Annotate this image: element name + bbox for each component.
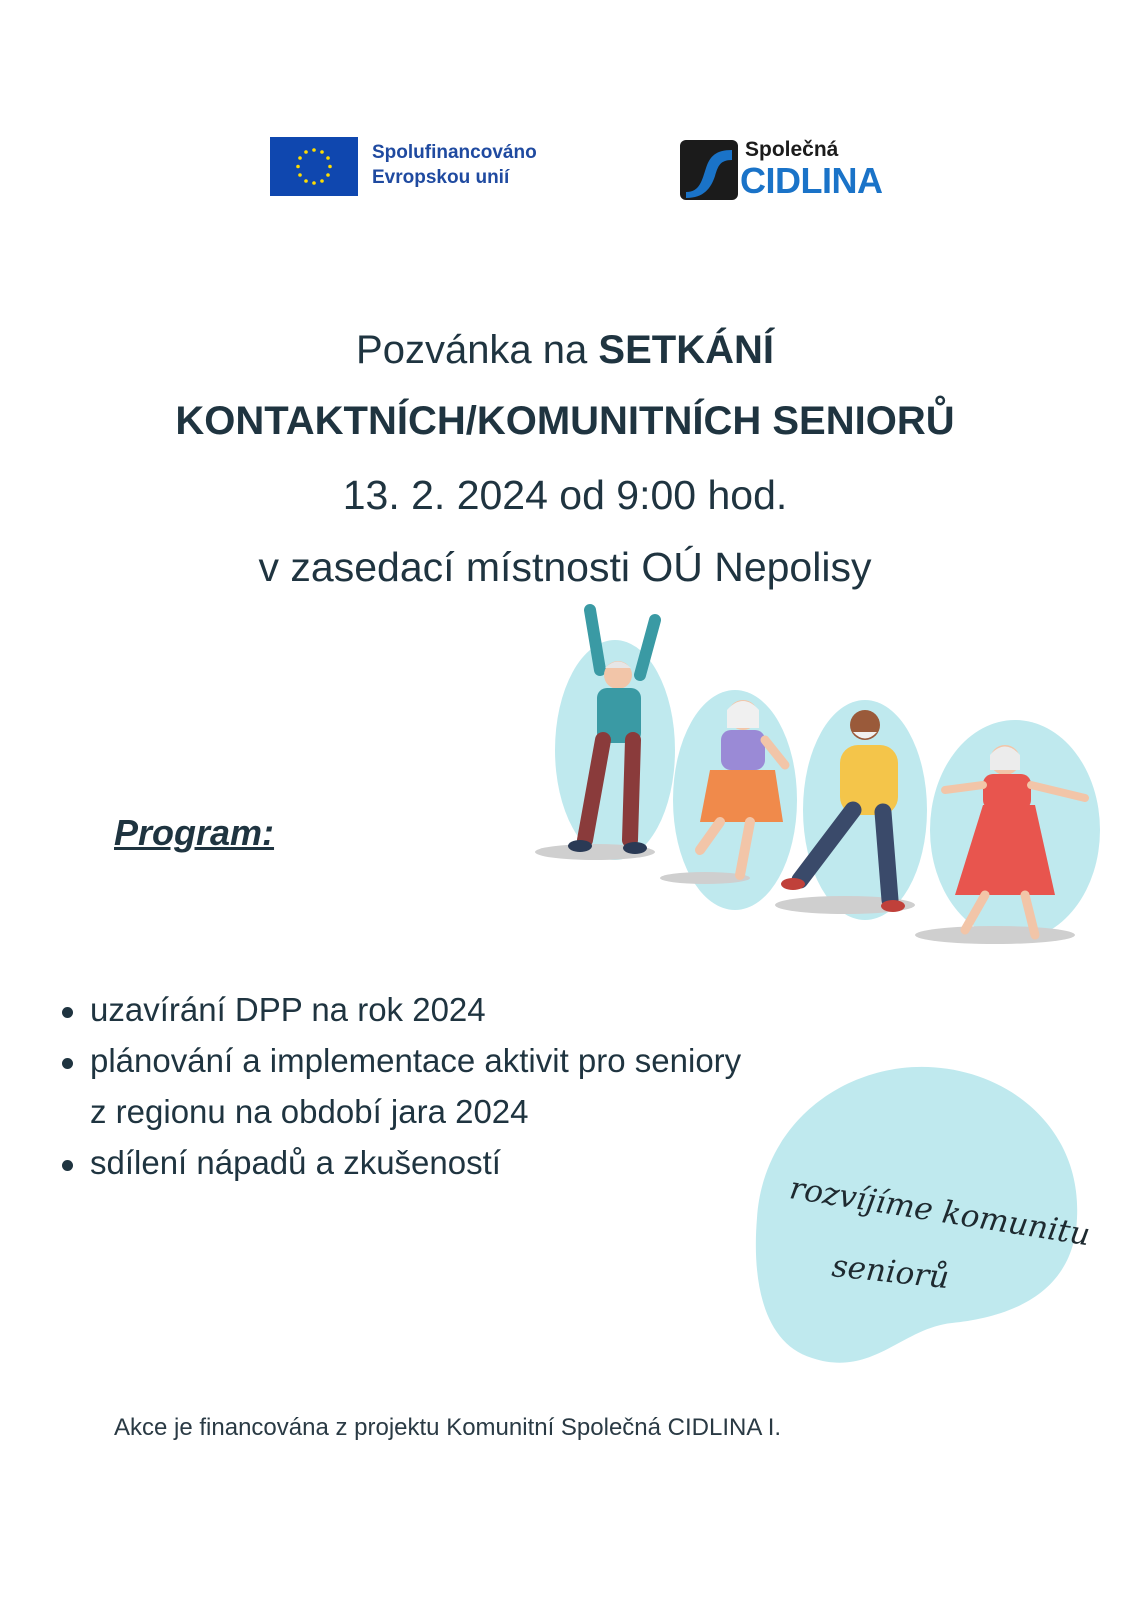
list-item: uzavírání DPP na rok 2024 xyxy=(58,984,758,1035)
cidlina-big-text: CIDLINA xyxy=(740,160,883,201)
eu-flag-icon xyxy=(270,137,358,196)
list-item: sdílení nápadů a zkušeností xyxy=(58,1137,758,1188)
event-place: v zasedací místnosti OÚ Nepolisy xyxy=(258,544,872,590)
program-title: Program: xyxy=(114,812,275,853)
slogan-line1: rozvíjíme komunitu xyxy=(787,1170,1093,1254)
eu-line1: Spolufinancováno xyxy=(372,142,537,163)
eu-line2: Evropskou unií xyxy=(372,167,510,188)
event-date: 13. 2. 2024 od 9:00 hod. xyxy=(342,472,788,518)
heading-line1 xyxy=(60,328,1070,373)
cidlina-logo-icon xyxy=(680,140,738,200)
dancing-seniors-illustration xyxy=(535,600,1110,980)
list-item: plánování a implementace aktivit pro seniory z regionu na období jara 2024 xyxy=(58,1035,758,1137)
heading-bold: SETKÁNÍ xyxy=(598,328,774,372)
slogan-line2: seniorů xyxy=(830,1248,951,1297)
heading-prefix: Pozvánka na xyxy=(356,328,599,372)
heading-line2: KONTAKTNÍCH/KOMUNITNÍCH SENIORŮ xyxy=(175,399,955,443)
cidlina-small-text: Společná xyxy=(745,138,839,161)
eu-logo-text xyxy=(372,140,537,190)
footer-text: Akce je financována z projektu Komunitní Společná CIDLINA I. xyxy=(114,1414,782,1441)
program-list xyxy=(58,984,758,1188)
